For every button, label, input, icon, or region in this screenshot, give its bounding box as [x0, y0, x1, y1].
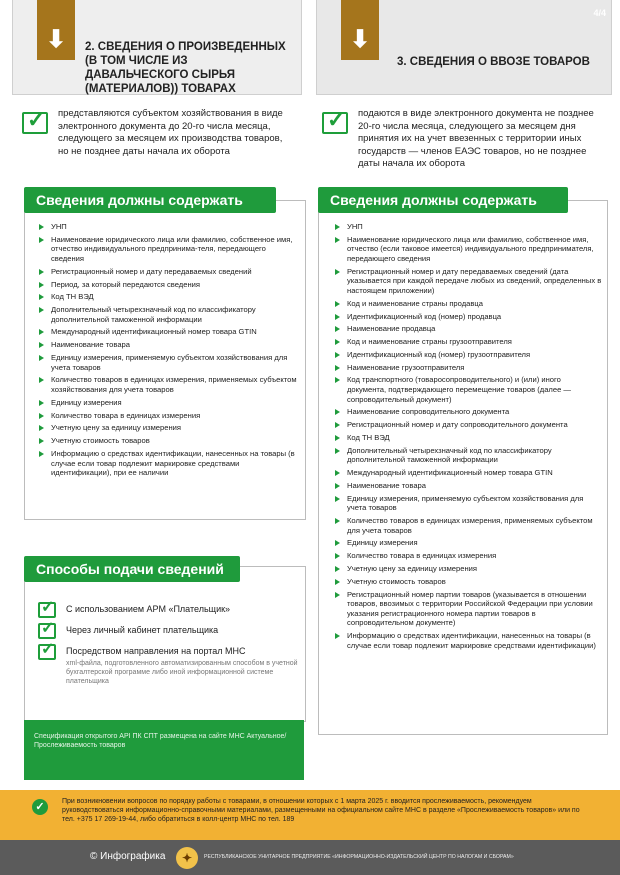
list-item: Регистрационный номер и дату сопроводительного документа — [334, 420, 602, 430]
list-item: Учетную стоимость товаров — [334, 577, 602, 587]
list-item: Единицу измерения, применяемую субъектом хозяйствования для учета товаров — [38, 353, 300, 372]
list-item: Количество товара в единицах измерения — [38, 411, 300, 421]
footer-text: При возникновении вопросов по порядку работы с товарами, в отношении которых с 1 марта 2025 г. вводится прослеживаемость, рекомендуем руководствоваться информационно-справочными материалами, размещенными на официальном сайте МНС в разделе «Прослеживаемость товаров» или по тел. +375 17 269-19-44, либо обратиться в колл-центр МНС по тел. 189 — [62, 798, 580, 823]
list-item: Наименование товара — [38, 340, 300, 350]
list-item: Учетную стоимость товаров — [38, 436, 300, 446]
list-item: Наименование товара — [334, 481, 602, 491]
list-item: Дополнительный четырехзначный код по классификатору дополнительной таможенной информации — [334, 446, 602, 465]
list-item: Количество товара в единицах измерения — [334, 551, 602, 561]
way-item — [38, 599, 298, 616]
brand-label: © Инфографика — [90, 851, 166, 862]
bottom-bar — [0, 840, 620, 875]
right-section-title: Сведения должны содержать — [318, 187, 568, 213]
list-item: Наименование грузоотправителя — [334, 363, 602, 373]
checkmark-icon: ✓ — [38, 644, 56, 660]
list-item: Регистрационный номер партии товаров (указывается в отношении товаров, ввозимых с территории Российской Федерации при условии указания регистрационного номера партии товаров в сопроводительном документе) — [334, 590, 602, 628]
footer-notice — [0, 790, 620, 840]
list-item: УНП — [38, 222, 300, 232]
list-item: Единицу измерения — [334, 538, 602, 548]
left-section-header — [12, 0, 302, 95]
list-item: Учетную цену за единицу измерения — [38, 423, 300, 433]
right-section-header — [316, 0, 612, 95]
list-item: Информацию о средствах идентификации, нанесенных на товары (в случае если товар подлежит маркировке средствами идентификации), при ее наличии — [38, 449, 300, 478]
left-header-title: 2. СВЕДЕНИЯ О ПРОИЗВЕДЕННЫХ (В ТОМ ЧИСЛЕ ИЗ ДАВАЛЬЧЕСКОГО СЫРЬЯ (МАТЕРИАЛОВ)) ТОВАРАХ — [85, 41, 286, 95]
list-item: Код и наименование страны продавца — [334, 299, 602, 309]
right-header-title: 3. СВЕДЕНИЯ О ВВОЗЕ ТОВАРОВ — [397, 56, 590, 68]
list-item: УНП — [334, 222, 602, 232]
list-item: Идентификационный код (номер) продавца — [334, 312, 602, 322]
checkmark-icon: ✓ — [38, 623, 56, 639]
list-item: Единицу измерения — [38, 398, 300, 408]
list-item: Учетную цену за единицу измерения — [334, 564, 602, 574]
way-note: xml-файла, подготовленного автоматизированным способом в учетной бухгалтерской программе либо иной информационной системе плательщика — [66, 660, 298, 685]
way-text: Через личный кабинет плательщика — [66, 625, 219, 635]
list-item: Наименование юридического лица или фамилию, собственное имя, отчество индивидуального предпринима-теля, передающего сведения — [38, 235, 300, 264]
org-name: РЕСПУБЛИКАНСКОЕ УНИТАРНОЕ ПРЕДПРИЯТИЕ «ИНФОРМАЦИОННО-ИЗДАТЕЛЬСКИЙ ЦЕНТР ПО НАЛОГАМ И СБОРАМ» — [204, 854, 514, 860]
down-arrow-icon: ⬇ — [37, 0, 75, 60]
checkmark-icon: ✓ — [22, 112, 48, 134]
list-item: Идентификационный код (номер) грузоотправителя — [334, 350, 602, 360]
ways-list — [38, 599, 298, 696]
way-item — [38, 620, 298, 637]
ways-title: Способы подачи сведений — [24, 556, 240, 582]
right-intro: подаются в виде электронного документа не позднее 20-го числа месяца, следующего за месяцем дня принятия их на учет ввезенных с территории иных государств — членов ЕАЭС товаров, но не позднее даты начала их оборота — [358, 108, 594, 169]
way-text: Посредством направления на портал МНС — [66, 646, 246, 656]
left-intro: представляются субъектом хозяйствования в виде электронного документа до 20-го числа месяца, следующего за месяцем их производства товаров, но не позднее даты начала их оборота — [58, 108, 283, 157]
page-number: 4/4 — [593, 8, 606, 18]
list-item: Количество товаров в единицах измерения, применяемых субъектом для учета товаров — [334, 516, 602, 535]
checkmark-icon: ✓ — [322, 112, 348, 134]
right-items-list — [334, 222, 602, 653]
list-item: Код ТН ВЭД — [38, 292, 300, 302]
list-item: Код и наименование страны грузоотправителя — [334, 337, 602, 347]
way-text: С использованием АРМ «Плательщик» — [66, 604, 231, 614]
down-arrow-icon: ⬇ — [341, 0, 379, 60]
list-item: Период, за который передаются сведения — [38, 280, 300, 290]
list-item: Наименование продавца — [334, 324, 602, 334]
spec-note: Спецификация открытого API ПК СПТ размещена на сайте МНС Актуальное/Прослеживаемость товаров — [24, 720, 304, 780]
list-item: Код транспортного (товаросопроводительного) и (или) иного документа, подтверждающего перемещение товаров (далее — сопроводительный документ) — [334, 375, 602, 404]
list-item: Международный идентификационный номер товара GTIN — [334, 468, 602, 478]
left-items-list — [38, 222, 300, 481]
list-item: Количество товаров в единицах измерения, применяемых субъектом хозяйствования для учета товаров — [38, 375, 300, 394]
list-item: Международный идентификационный номер товара GTIN — [38, 327, 300, 337]
list-item: Наименование юридического лица или фамилию, собственное имя, отчество (если таковое имеется) индивидуального предпринимателя, передающего сведения — [334, 235, 602, 264]
list-item: Информацию о средствах идентификации, нанесенных на товары (в случае если товар подлежит маркировке средствами идентификации) — [334, 631, 602, 650]
way-item — [38, 641, 298, 686]
check-circle-icon: ✓ — [32, 799, 48, 815]
org-logo-icon: ✦ — [176, 847, 198, 869]
list-item: Регистрационный номер и дату передаваемых сведений (дата указывается при каждой передаче любых из сведений, определенных в настоящем приложении) — [334, 267, 602, 296]
list-item: Код ТН ВЭД — [334, 433, 602, 443]
list-item: Регистрационный номер и дату передаваемых сведений — [38, 267, 300, 277]
list-item: Дополнительный четырехзначный код по классификатору дополнительной таможенной информации — [38, 305, 300, 324]
checkmark-icon: ✓ — [38, 602, 56, 618]
left-section-title: Сведения должны содержать — [24, 187, 276, 213]
list-item: Наименование сопроводительного документа — [334, 407, 602, 417]
list-item: Единицу измерения, применяемую субъектом хозяйствования для учета товаров — [334, 494, 602, 513]
